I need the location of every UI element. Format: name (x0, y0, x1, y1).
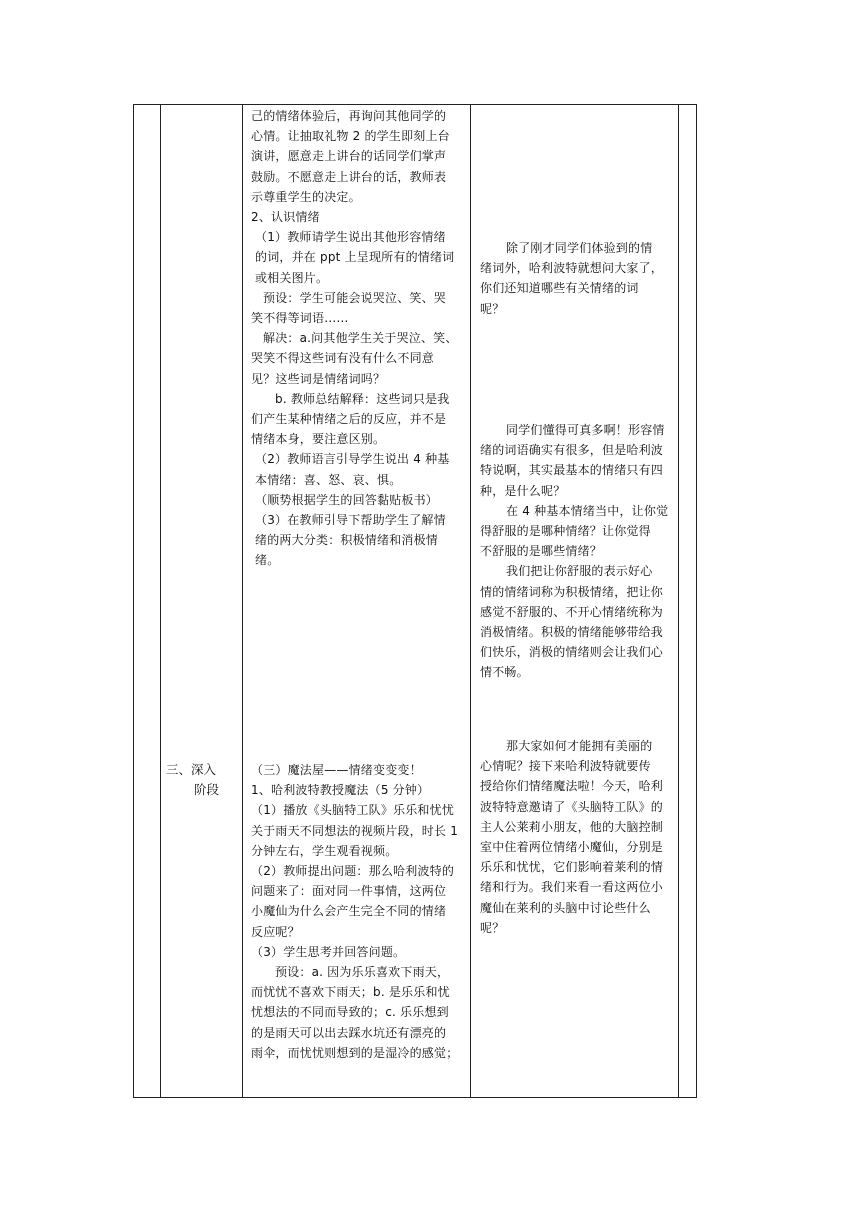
script-line: 绪和行为。我们来看一看这两位小 (480, 880, 664, 895)
content-line: 关于雨天不同想法的视频片段，时长 1 (251, 823, 459, 838)
script-cell-3 (480, 736, 663, 938)
script-line: 授给你们情绪魔法啦！今天，哈利 (480, 779, 664, 794)
content-line: 示尊重学生的决定。 (251, 189, 361, 204)
content-line: 小魔仙为什么会产生完全不同的情绪 (251, 904, 447, 919)
content-line: （3）学生思考并回答问题。 (251, 944, 406, 959)
content-line: 情绪本身，要注意区别。 (251, 432, 386, 447)
content-line: 而忧忧不喜欢下雨天；b. 是乐乐和忧 (251, 985, 450, 1000)
table-col-border-2 (160, 104, 161, 1098)
script-line: 感觉不舒服的、不开心情绪统称为 (480, 604, 664, 619)
script-line: 主人公莱莉小朋友，他的大脑控制 (480, 819, 664, 834)
content-line: （1）播放《头脑特工队》乐乐和忧忧 (251, 803, 455, 818)
script-line: 种，是什么呢？ (480, 483, 566, 498)
content-line: （2）教师语言引导学生说出 4 种基 (255, 452, 450, 467)
table-col-border-3 (242, 104, 243, 1098)
content-line: 绪。 (255, 553, 280, 568)
script-line: 呢？ (480, 920, 505, 935)
content-cell-magic (251, 760, 458, 1063)
content-line: 预设：学生可能会说哭泣、笑、哭 (263, 290, 447, 305)
content-line: 的词，并在 ppt 上呈现所有的情绪词 (255, 250, 455, 265)
script-line: 得舒服的是哪种情绪？让你觉得 (480, 524, 651, 539)
content-line: 问题来了：面对同一件事情，这两位 (251, 884, 447, 899)
table-col-border-1 (133, 104, 134, 1098)
stage-label-line: 三、深入 (166, 762, 217, 777)
content-line: 解决：a.问其他学生关于哭泣、笑、 (263, 331, 458, 346)
content-line: 绪的两大分类：积极情绪和消极情 (255, 533, 439, 548)
content-line: 2、认识情绪 (251, 210, 320, 225)
content-line: 见？这些词是情绪词吗？ (251, 371, 386, 386)
content-line: 反应呢？ (251, 924, 300, 939)
script-line: 室中住着两位情绪小魔仙，分别是 (480, 840, 664, 855)
content-line: 心情。让抽取礼物 2 的学生即刻上台 (251, 129, 450, 144)
content-line: 们产生某种情绪之后的反应，并不是 (251, 412, 447, 427)
content-line: （三）魔法屋——情绪变变变！ (251, 763, 422, 777)
script-line: 们快乐，消极的情绪则会让我们心 (480, 645, 664, 660)
script-line: 心情呢？接下来哈利波特就要传 (480, 759, 651, 774)
content-line: 哭笑不得这些词有没有什么不同意 (251, 351, 435, 366)
script-line: 你们还知道哪些有关情绪的词 (480, 281, 639, 296)
script-line: 魔仙在莱利的头脑中讨论些什么 (480, 900, 651, 915)
content-line: 的是雨天可以出去踩水坑还有漂亮的 (251, 1025, 447, 1040)
stage-label (166, 760, 219, 800)
script-line: 情的情绪词称为积极情绪，把让你 (480, 584, 664, 599)
content-line: 雨伞，而忧忧则想到的是湿冷的感觉； (251, 1045, 459, 1060)
content-line: 鼓励。不愿意走上讲台的话，教师表 (251, 169, 447, 184)
script-line: 绪的词语确实有很多，但是哈利波 (480, 443, 664, 458)
content-line: 本情绪：喜、怒、哀、惧。 (255, 472, 402, 487)
content-line: 分钟左右，学生观看视频。 (251, 843, 398, 858)
script-line: 特说啊，其实最基本的情绪只有四 (480, 463, 664, 478)
script-line: 乐乐和忧忧，它们影响着莱利的情 (480, 860, 664, 875)
content-cell (251, 106, 458, 571)
script-line: 消极情绪。积极的情绪能够带给我 (480, 625, 664, 640)
script-line: 情不畅。 (480, 665, 529, 680)
content-line: 或相关图片。 (255, 270, 329, 285)
script-line: 在 4 种基本情绪当中，让你觉 (506, 503, 669, 518)
content-line: 忧想法的不同而导致的；c. 乐乐想到 (251, 1005, 449, 1020)
script-line: 我们把让你舒服的表示好心 (506, 564, 653, 579)
table-col-border-5 (678, 104, 679, 1098)
script-line: 不舒服的是哪些情绪？ (480, 544, 603, 559)
content-line: （2）教师提出问题：那么哈利波特的 (251, 864, 455, 879)
content-line: 己的情绪体验后，再询问其他同学的 (251, 109, 447, 123)
content-line: （1）教师请学生说出其他形容情绪 (255, 230, 446, 245)
content-line: 1、哈利波特教授魔法（5 分钟） (251, 783, 430, 798)
content-line: 演讲，愿意走上讲台的话同学们掌声 (251, 149, 447, 164)
script-cell-2 (480, 420, 668, 683)
content-line: b. 教师总结解释：这些词只是我 (275, 391, 450, 406)
script-line: 绪词外，哈利波特就想问大家了， (480, 261, 664, 276)
content-line: 预设：a. 因为乐乐喜欢下雨天， (275, 965, 450, 980)
table-col-border-6 (696, 104, 697, 1098)
content-line: （3）在教师引导下帮助学生了解情 (255, 513, 446, 528)
table-top-border (133, 104, 697, 105)
script-line: 同学们懂得可真多啊！形容情 (506, 423, 665, 437)
content-line: 笑不得等词语…… (251, 311, 349, 326)
script-line: 呢？ (480, 301, 505, 316)
content-line: （顺势根据学生的回答黏贴板书） (255, 492, 439, 507)
table-bottom-border (133, 1097, 697, 1098)
script-cell-1 (480, 238, 663, 319)
stage-label-line: 阶段 (194, 782, 220, 797)
table-col-border-4 (470, 104, 471, 1098)
script-line: 那大家如何才能拥有美丽的 (506, 739, 653, 753)
script-line: 除了刚才同学们体验到的情 (506, 241, 653, 255)
script-line: 波特特意邀请了《头脑特工队》的 (480, 799, 664, 814)
